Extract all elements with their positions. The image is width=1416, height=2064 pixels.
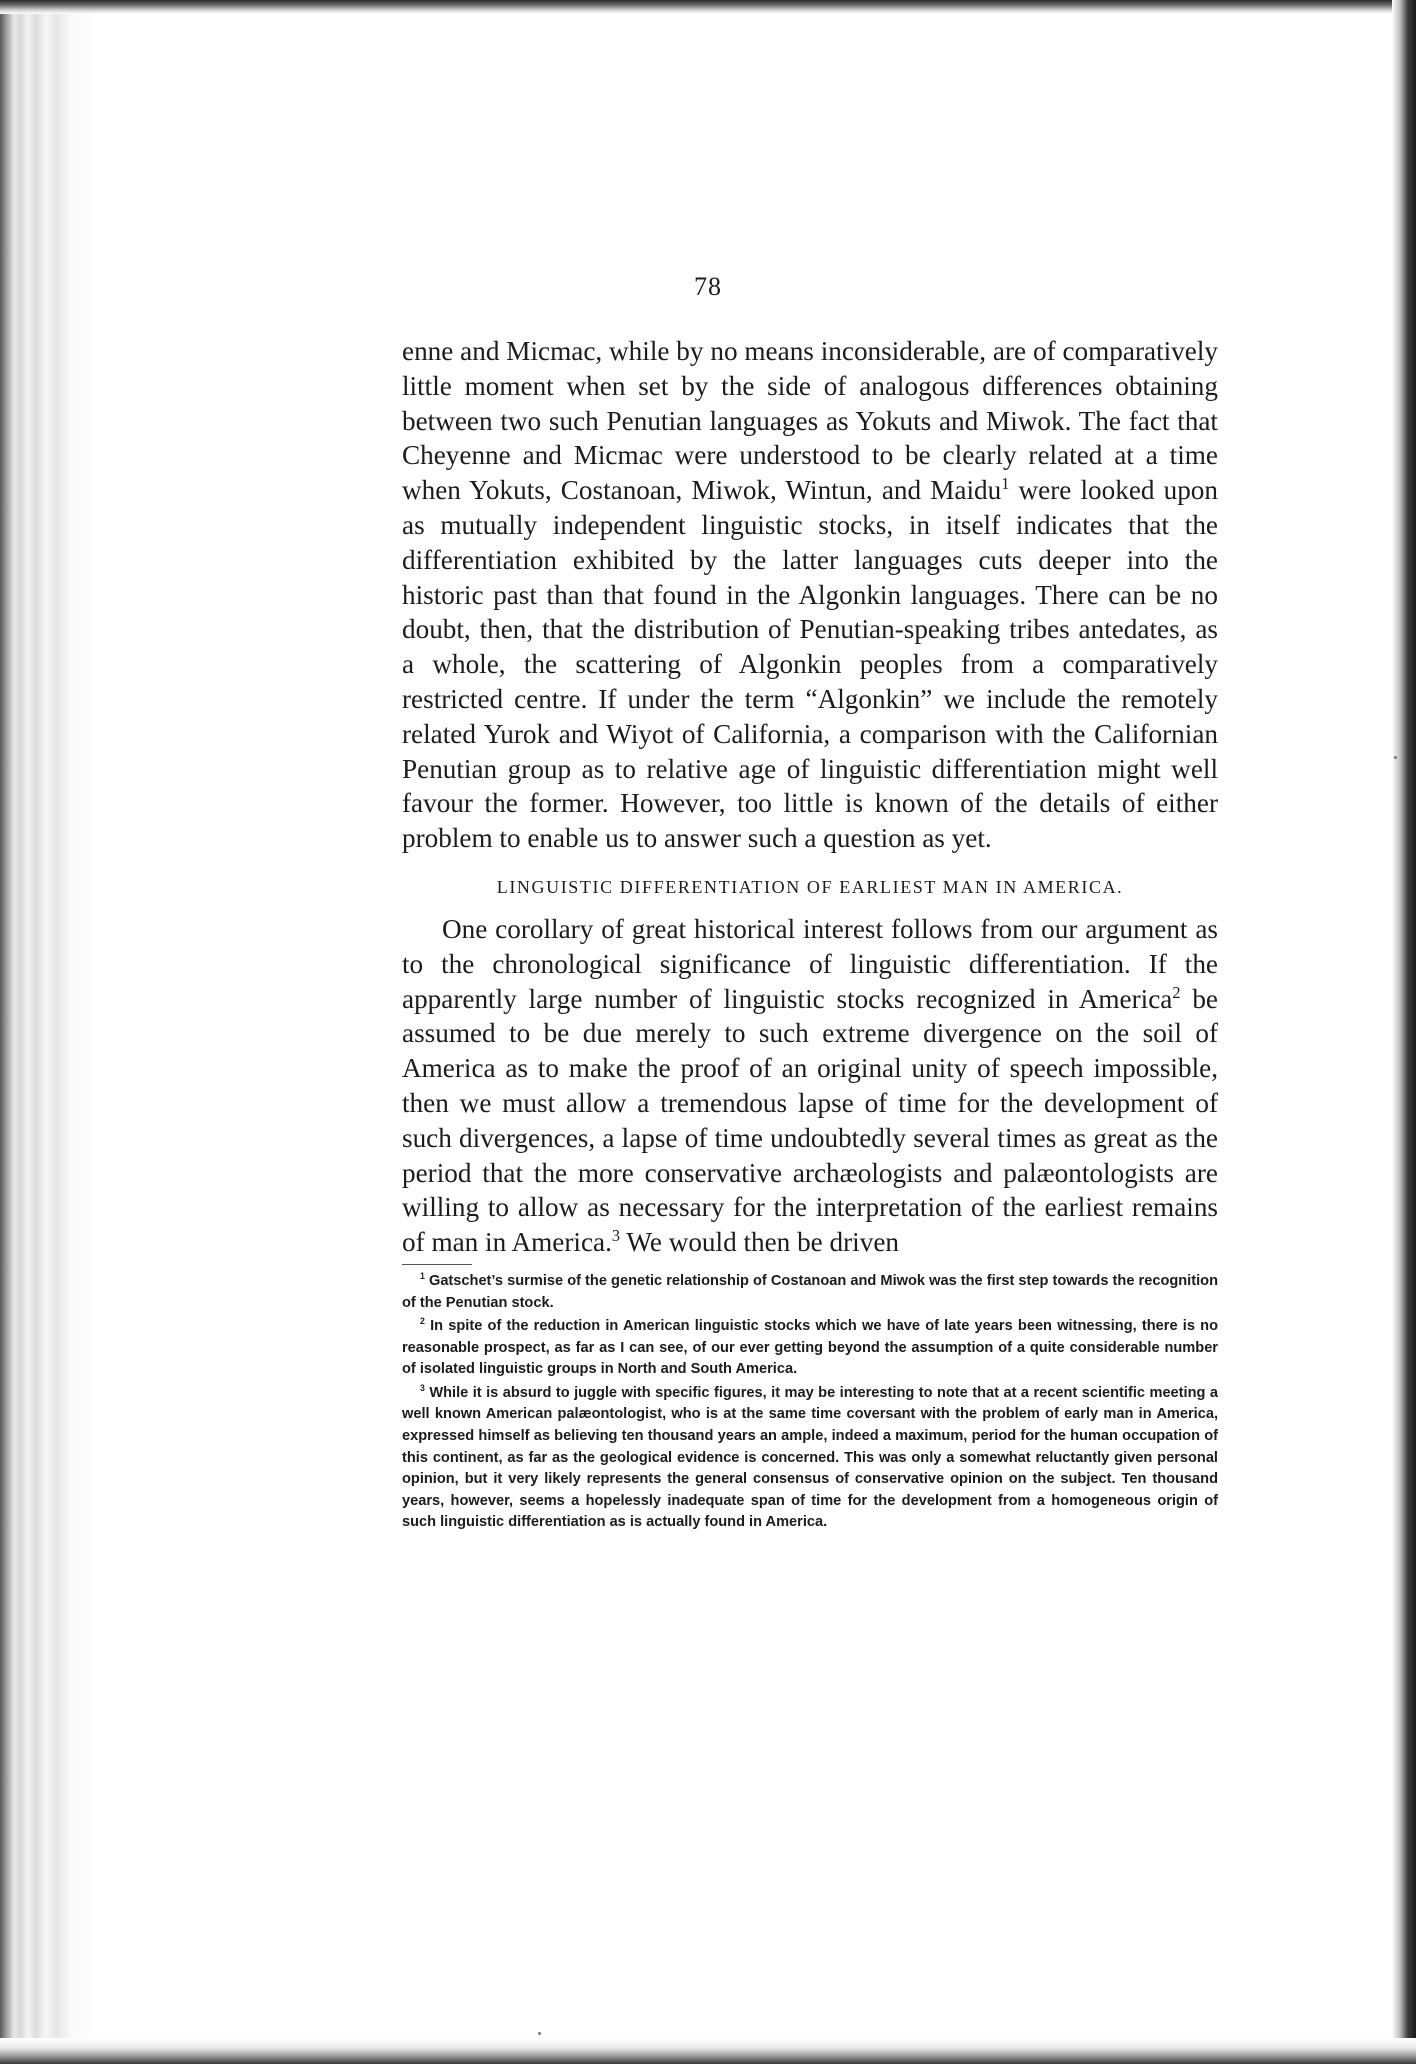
footnote-3-marker: 3	[420, 1383, 425, 1394]
scan-speck	[1394, 756, 1397, 759]
page-number: 78	[694, 272, 722, 301]
paragraph-2-text-c: We would then be driven	[620, 1227, 899, 1258]
paragraph-2-text-a: One corollary of great historical interest follows from our argument as to the chronological significance of linguistic differentiation. If the apparently large number of linguistic stocks recognized in America	[402, 913, 1218, 1014]
footnote-divider	[402, 1264, 472, 1265]
footnote-3-text: While it is absurd to juggle with specific figures, it may be interesting to note that at a recent scientific meeting a well known American palæontologist, who is at the same time coversant with the problem of early man in America, expressed himself as believing ten thousand years an ample, indeed a maximum, period for the human occupation of this continent, as far as the geological evidence is concerned. This was only a somewhat reluctantly given personal opinion, but it very likely represents the general consensus of conservative opinion on the subject. Ten thousand years, however, seems a hopelessly inadequate span of time for the development from a homogeneous origin of such linguistic differentiation as is actually found in America.	[402, 1384, 1218, 1531]
body-paragraph-2	[402, 912, 1218, 1260]
footnote-ref-3: 3	[611, 1226, 621, 1246]
scanned-page-edge-left	[0, 0, 96, 2064]
footnote-ref-2: 2	[1172, 982, 1181, 1002]
page-content	[402, 334, 1218, 1536]
footnote-2-marker: 2	[420, 1316, 425, 1327]
footnote-2-text: In spite of the reduction in American linguistic stocks which we have of late years been witnessing, there is no reasonable prospect, as far as I can see, of our ever getting beyond the assumption of a quite considerable number of isolated linguistic groups in North and South America.	[402, 1318, 1218, 1378]
footnote-2	[402, 1316, 1218, 1381]
scan-speck	[538, 2032, 541, 2035]
paragraph-1-text-continued: were looked upon as mutually independent linguistic stocks, in itself indicates that the differentiation exhibited by the latter languages cuts deeper into the historic past than that found in the Algonkin languages. There can be no doubt, then, that the distribution of Penutian-speaking tribes antedates, as a whole, the scattering of Algonkin peoples from a comparatively restricted centre. If under the term “Algonkin” we include the remotely related Yurok and Wiyot of California, a comparison with the Californian Penutian group as to relative age of linguistic differentiation might well favour the former. However, too little is known of the details of either problem to enable us to answer such a question as yet.	[402, 475, 1218, 854]
paragraph-2-text-b: be assumed to be due merely to such extreme divergence on the soil of America as to make the proof of an original unity of speech impossible, then we must allow a tremendous lapse of time for the development of such divergences, a lapse of time undoubtedly several times as great as the period that the more conservative archæologists and palæontologists are willing to allow as necessary for the interpretation of the earliest remains of man in America.	[402, 983, 1218, 1258]
footnotes	[402, 1271, 1218, 1534]
paragraph-1-text: enne and Micmac, while by no means inconsiderable, are of comparatively little moment when set by the side of analogous differences obtaining between two such Penutian languages as Yokuts and Miwok. The fact that Cheyenne and Micmac were understood to be clearly related at a time when Yokuts, Costanoan, Miwok, Wintun, and Maidu	[402, 336, 1218, 506]
footnote-1	[402, 1271, 1218, 1314]
scanned-page-edge-bottom	[0, 2038, 1416, 2064]
footnote-ref-1: 1	[1001, 474, 1010, 494]
scanned-page-edge-right	[1392, 0, 1416, 2064]
section-heading: LINGUISTIC DIFFERENTIATION OF EARLIEST MAN IN AMERICA.	[496, 876, 1124, 897]
scanned-page-edge-top	[0, 0, 1416, 14]
footnote-1-text: Gatschet’s surmise of the genetic relationship of Costanoan and Miwok was the first step towards the recognition of the Penutian stock.	[402, 1272, 1218, 1311]
footnote-3	[402, 1383, 1218, 1534]
footnote-1-marker: 1	[420, 1271, 425, 1282]
body-paragraph-1	[402, 334, 1218, 856]
